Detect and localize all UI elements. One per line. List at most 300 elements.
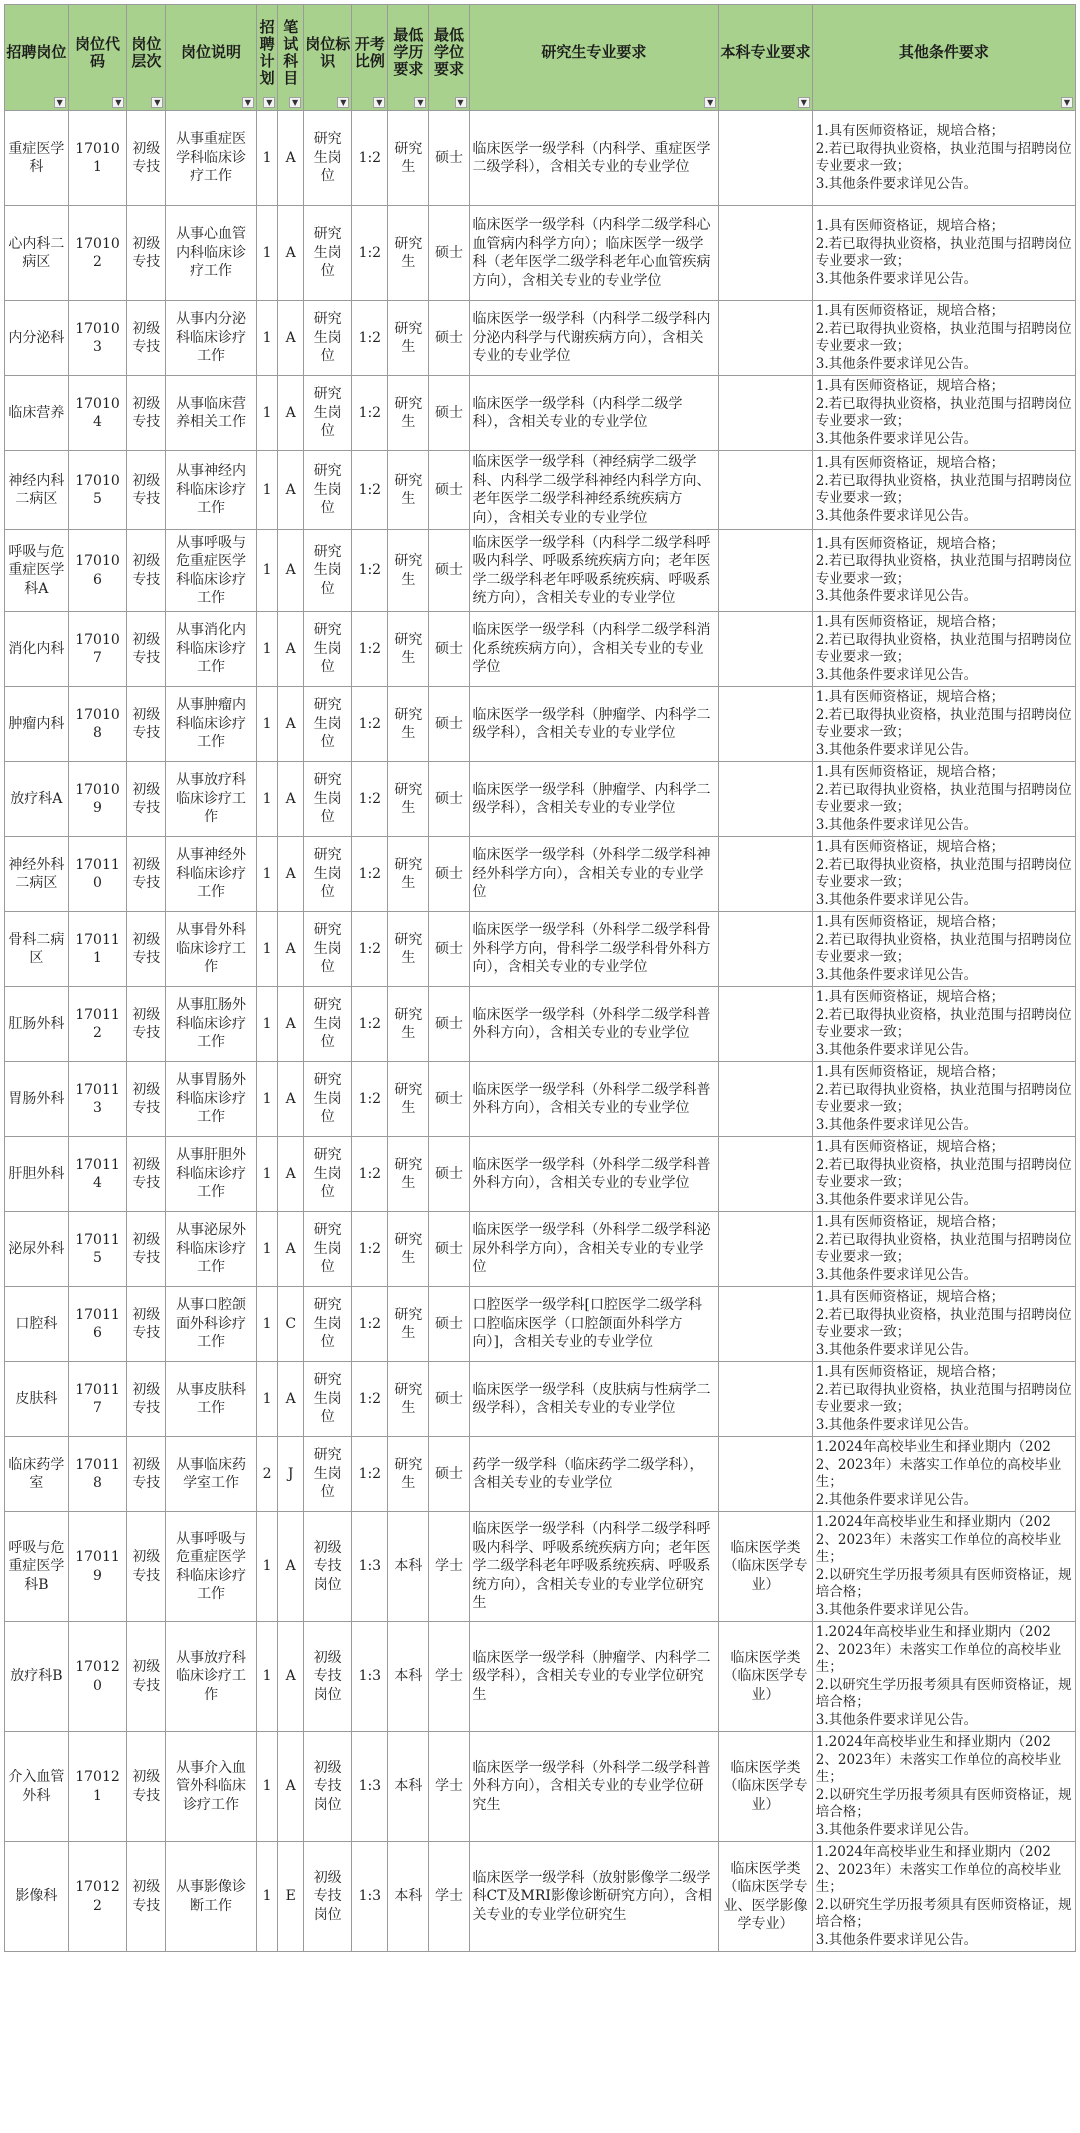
- cell-exam-subject: A: [278, 1137, 304, 1212]
- cell-grad-major: 临床医学一级学科（外科学二级学科骨外科学方向，骨科学二级学科骨外科方向），含相关专业的专业学位: [469, 912, 719, 987]
- filter-dropdown-icon[interactable]: ▼: [704, 97, 716, 108]
- cell-plan-count: 1: [256, 301, 278, 376]
- cell-min-education: 本科: [388, 1732, 429, 1842]
- cell-min-education: 研究生: [388, 612, 429, 687]
- cell-grad-major: 临床医学一级学科（外科学二级学科普外科方向），含相关专业的专业学位: [469, 1062, 719, 1137]
- cell-post-description: 从事介入血管外科临床诊疗工作: [166, 1732, 256, 1842]
- cell-plan-count: 1: [256, 1287, 278, 1362]
- cell-post-description: 从事口腔颌面外科诊疗工作: [166, 1287, 256, 1362]
- cell-other-requirements: 1.具有医师资格证，规培合格； 2.若已取得执业资格，执业范围与招聘岗位专业要求一致； 3.其他条件要求详见公告。: [812, 1212, 1075, 1287]
- cell-exam-ratio: 1:2: [352, 451, 388, 530]
- cell-post-level: 初级专技: [127, 111, 166, 206]
- cell-post-tag: 研究生岗位: [304, 1212, 352, 1287]
- cell-exam-subject: A: [278, 530, 304, 612]
- cell-post-tag: 研究生岗位: [304, 206, 352, 301]
- cell-exam-subject: A: [278, 1362, 304, 1437]
- cell-other-requirements: 1.具有医师资格证，规培合格； 2.若已取得执业资格，执业范围与招聘岗位专业要求一致； 3.其他条件要求详见公告。: [812, 1287, 1075, 1362]
- cell-min-degree: 硕士: [429, 451, 469, 530]
- cell-plan-count: 1: [256, 837, 278, 912]
- cell-post-code: 170113: [68, 1062, 127, 1137]
- cell-post-tag: 研究生岗位: [304, 1362, 352, 1437]
- header-cell: 其他条件要求 ▼: [812, 5, 1075, 111]
- cell-exam-subject: A: [278, 206, 304, 301]
- cell-min-degree: 硕士: [429, 987, 469, 1062]
- filter-dropdown-icon[interactable]: ▼: [337, 97, 349, 108]
- cell-post-level: 初级专技: [127, 837, 166, 912]
- cell-other-requirements: 1.2024年高校毕业生和择业期内（2022、2023年）未落实工作单位的高校毕业生； 2.以研究生学历报考须具有医师资格证，规培合格； 3.其他条件要求详见公告。: [812, 1842, 1075, 1952]
- header-cell: 岗位层次 ▼: [127, 5, 166, 111]
- cell-plan-count: 1: [256, 1212, 278, 1287]
- cell-post-name: 影像科: [5, 1842, 69, 1952]
- cell-plan-count: 1: [256, 687, 278, 762]
- cell-min-degree: 硕士: [429, 301, 469, 376]
- cell-exam-subject: A: [278, 612, 304, 687]
- cell-grad-major: 临床医学一级学科（肿瘤学、内科学二级学科），含相关专业的专业学位研究生: [469, 1622, 719, 1732]
- cell-post-code: 170108: [68, 687, 127, 762]
- cell-plan-count: 1: [256, 1842, 278, 1952]
- cell-post-name: 口腔科: [5, 1287, 69, 1362]
- cell-undergrad-major: [719, 612, 813, 687]
- cell-plan-count: 1: [256, 111, 278, 206]
- cell-post-name: 临床营养: [5, 376, 69, 451]
- cell-post-code: 170121: [68, 1732, 127, 1842]
- cell-post-name: 肛肠外科: [5, 987, 69, 1062]
- cell-exam-ratio: 1:2: [352, 987, 388, 1062]
- cell-other-requirements: 1.2024年高校毕业生和择业期内（2022、2023年）未落实工作单位的高校毕业生； 2.其他条件要求详见公告。: [812, 1437, 1075, 1512]
- table-body: [5, 111, 1076, 1952]
- cell-undergrad-major: [719, 987, 813, 1062]
- cell-grad-major: 临床医学一级学科（外科学二级学科普外科方向），含相关专业的专业学位: [469, 987, 719, 1062]
- cell-post-name: 骨科二病区: [5, 912, 69, 987]
- cell-post-description: 从事放疗科临床诊疗工作: [166, 1622, 256, 1732]
- cell-post-level: 初级专技: [127, 1437, 166, 1512]
- cell-grad-major: 临床医学一级学科（内科学二级学科呼吸内科学、呼吸系统疾病方向；老年医学二级学科老年呼吸系统疾病、呼吸系统方向），含相关专业的专业学位研究生: [469, 1512, 719, 1622]
- cell-exam-ratio: 1:2: [352, 687, 388, 762]
- recruitment-table: [4, 4, 1076, 1952]
- header-cell: 开考比例 ▼: [352, 5, 388, 111]
- cell-undergrad-major: [719, 111, 813, 206]
- cell-undergrad-major: [719, 1287, 813, 1362]
- cell-min-degree: 学士: [429, 1512, 469, 1622]
- cell-other-requirements: 1.2024年高校毕业生和择业期内（2022、2023年）未落实工作单位的高校毕业生； 2.以研究生学历报考须具有医师资格证，规培合格； 3.其他条件要求详见公告。: [812, 1622, 1075, 1732]
- filter-dropdown-icon[interactable]: ▼: [112, 97, 124, 108]
- cell-post-level: 初级专技: [127, 987, 166, 1062]
- cell-other-requirements: 1.2024年高校毕业生和择业期内（2022、2023年）未落实工作单位的高校毕业生； 2.以研究生学历报考须具有医师资格证，规培合格； 3.其他条件要求详见公告。: [812, 1732, 1075, 1842]
- filter-dropdown-icon[interactable]: ▼: [242, 97, 254, 108]
- cell-post-name: 肿瘤内科: [5, 687, 69, 762]
- cell-min-education: 研究生: [388, 206, 429, 301]
- cell-other-requirements: 1.具有医师资格证，规培合格； 2.若已取得执业资格，执业范围与招聘岗位专业要求一致； 3.其他条件要求详见公告。: [812, 612, 1075, 687]
- cell-other-requirements: 1.具有医师资格证，规培合格； 2.若已取得执业资格，执业范围与招聘岗位专业要求一致； 3.其他条件要求详见公告。: [812, 301, 1075, 376]
- cell-post-code: 170102: [68, 206, 127, 301]
- cell-exam-ratio: 1:2: [352, 837, 388, 912]
- cell-grad-major: 临床医学一级学科（外科学二级学科普外科方向），含相关专业的专业学位研究生: [469, 1732, 719, 1842]
- cell-undergrad-major: [719, 687, 813, 762]
- cell-post-name: 内分泌科: [5, 301, 69, 376]
- table-row: [5, 111, 1076, 206]
- cell-undergrad-major: [719, 1437, 813, 1512]
- header-cell: 招聘计划 ▼: [256, 5, 278, 111]
- cell-undergrad-major: [719, 1062, 813, 1137]
- cell-min-education: 研究生: [388, 1287, 429, 1362]
- cell-other-requirements: 1.具有医师资格证，规培合格； 2.若已取得执业资格，执业范围与招聘岗位专业要求一致； 3.其他条件要求详见公告。: [812, 912, 1075, 987]
- cell-post-description: 从事皮肤科工作: [166, 1362, 256, 1437]
- table-row: [5, 1732, 1076, 1842]
- cell-post-code: 170112: [68, 987, 127, 1062]
- cell-post-tag: 研究生岗位: [304, 1287, 352, 1362]
- table-row: [5, 1212, 1076, 1287]
- cell-post-name: 神经外科二病区: [5, 837, 69, 912]
- cell-grad-major: 临床医学一级学科（内科学二级学科呼吸内科学、呼吸系统疾病方向；老年医学二级学科老年呼吸系统疾病、呼吸系统方向），含相关专业的专业学位: [469, 530, 719, 612]
- cell-plan-count: 1: [256, 1512, 278, 1622]
- cell-post-name: 皮肤科: [5, 1362, 69, 1437]
- cell-post-description: 从事泌尿外科临床诊疗工作: [166, 1212, 256, 1287]
- cell-min-education: 研究生: [388, 687, 429, 762]
- cell-post-name: 放疗科B: [5, 1622, 69, 1732]
- cell-exam-ratio: 1:2: [352, 1437, 388, 1512]
- cell-post-description: 从事心血管内科临床诊疗工作: [166, 206, 256, 301]
- cell-post-code: 170107: [68, 612, 127, 687]
- cell-min-degree: 硕士: [429, 1362, 469, 1437]
- cell-other-requirements: 1.具有医师资格证，规培合格； 2.若已取得执业资格，执业范围与招聘岗位专业要求一致； 3.其他条件要求详见公告。: [812, 206, 1075, 301]
- table-row: [5, 376, 1076, 451]
- cell-min-degree: 硕士: [429, 206, 469, 301]
- cell-post-name: 心内科二病区: [5, 206, 69, 301]
- cell-post-code: 170109: [68, 762, 127, 837]
- cell-undergrad-major: [719, 1212, 813, 1287]
- cell-post-level: 初级专技: [127, 376, 166, 451]
- cell-min-degree: 硕士: [429, 1062, 469, 1137]
- cell-plan-count: 1: [256, 1137, 278, 1212]
- cell-min-degree: 硕士: [429, 1137, 469, 1212]
- cell-post-tag: 初级专技岗位: [304, 1512, 352, 1622]
- cell-min-education: 研究生: [388, 837, 429, 912]
- cell-other-requirements: 1.具有医师资格证，规培合格； 2.若已取得执业资格，执业范围与招聘岗位专业要求一致； 3.其他条件要求详见公告。: [812, 762, 1075, 837]
- cell-plan-count: 2: [256, 1437, 278, 1512]
- cell-plan-count: 1: [256, 1622, 278, 1732]
- cell-other-requirements: 1.具有医师资格证，规培合格； 2.若已取得执业资格，执业范围与招聘岗位专业要求一致； 3.其他条件要求详见公告。: [812, 451, 1075, 530]
- cell-other-requirements: 1.具有医师资格证，规培合格； 2.若已取得执业资格，执业范围与招聘岗位专业要求一致； 3.其他条件要求详见公告。: [812, 111, 1075, 206]
- filter-dropdown-icon[interactable]: ▼: [263, 97, 275, 108]
- cell-post-level: 初级专技: [127, 301, 166, 376]
- table-row: [5, 1062, 1076, 1137]
- cell-exam-subject: A: [278, 1062, 304, 1137]
- cell-post-description: 从事内分泌科临床诊疗工作: [166, 301, 256, 376]
- cell-exam-subject: A: [278, 762, 304, 837]
- cell-post-level: 初级专技: [127, 1137, 166, 1212]
- cell-plan-count: 1: [256, 1732, 278, 1842]
- cell-post-code: 170116: [68, 1287, 127, 1362]
- cell-post-code: 170105: [68, 451, 127, 530]
- cell-post-name: 泌尿外科: [5, 1212, 69, 1287]
- filter-dropdown-icon[interactable]: ▼: [54, 97, 66, 108]
- cell-post-code: 170101: [68, 111, 127, 206]
- cell-exam-ratio: 1:2: [352, 1137, 388, 1212]
- cell-exam-ratio: 1:2: [352, 612, 388, 687]
- header-row: [5, 5, 1076, 111]
- cell-min-education: 研究生: [388, 301, 429, 376]
- cell-post-tag: 研究生岗位: [304, 912, 352, 987]
- cell-other-requirements: 1.具有医师资格证，规培合格； 2.若已取得执业资格，执业范围与招聘岗位专业要求一致； 3.其他条件要求详见公告。: [812, 530, 1075, 612]
- cell-undergrad-major: [719, 451, 813, 530]
- cell-post-name: 胃肠外科: [5, 1062, 69, 1137]
- cell-other-requirements: 1.具有医师资格证，规培合格； 2.若已取得执业资格，执业范围与招聘岗位专业要求一致； 3.其他条件要求详见公告。: [812, 1362, 1075, 1437]
- cell-min-education: 研究生: [388, 762, 429, 837]
- cell-min-degree: 硕士: [429, 1212, 469, 1287]
- cell-min-degree: 学士: [429, 1622, 469, 1732]
- cell-post-name: 放疗科A: [5, 762, 69, 837]
- filter-dropdown-icon[interactable]: ▼: [798, 97, 810, 108]
- cell-post-level: 初级专技: [127, 1212, 166, 1287]
- table-row: [5, 206, 1076, 301]
- filter-dropdown-icon[interactable]: ▼: [1061, 97, 1073, 108]
- cell-post-tag: 研究生岗位: [304, 987, 352, 1062]
- cell-min-degree: 硕士: [429, 1287, 469, 1362]
- cell-other-requirements: 1.具有医师资格证，规培合格； 2.若已取得执业资格，执业范围与招聘岗位专业要求一致； 3.其他条件要求详见公告。: [812, 687, 1075, 762]
- cell-post-level: 初级专技: [127, 206, 166, 301]
- cell-post-level: 初级专技: [127, 1622, 166, 1732]
- cell-exam-ratio: 1:2: [352, 206, 388, 301]
- cell-grad-major: 临床医学一级学科（外科学二级学科泌尿外科学方向），含相关专业的专业学位: [469, 1212, 719, 1287]
- cell-post-description: 从事骨外科临床诊疗工作: [166, 912, 256, 987]
- cell-post-name: 介入血管外科: [5, 1732, 69, 1842]
- cell-min-education: 本科: [388, 1622, 429, 1732]
- cell-min-education: 研究生: [388, 451, 429, 530]
- cell-grad-major: 临床医学一级学科（内科学二级学科内分泌内科学与代谢疾病方向），含相关专业的专业学位: [469, 301, 719, 376]
- cell-post-tag: 初级专技岗位: [304, 1842, 352, 1952]
- cell-grad-major: 临床医学一级学科（内科学二级学科消化系统疾病方向），含相关专业的专业学位: [469, 612, 719, 687]
- cell-post-tag: 初级专技岗位: [304, 1622, 352, 1732]
- cell-post-tag: 研究生岗位: [304, 1137, 352, 1212]
- cell-plan-count: 1: [256, 530, 278, 612]
- cell-exam-ratio: 1:2: [352, 301, 388, 376]
- cell-post-tag: 研究生岗位: [304, 1437, 352, 1512]
- cell-min-degree: 硕士: [429, 762, 469, 837]
- cell-post-level: 初级专技: [127, 687, 166, 762]
- cell-plan-count: 1: [256, 762, 278, 837]
- cell-post-tag: 研究生岗位: [304, 762, 352, 837]
- cell-post-level: 初级专技: [127, 1062, 166, 1137]
- cell-post-name: 重症医学科: [5, 111, 69, 206]
- cell-post-tag: 研究生岗位: [304, 530, 352, 612]
- cell-plan-count: 1: [256, 206, 278, 301]
- header-cell: 最低学位要求 ▼: [429, 5, 469, 111]
- cell-post-level: 初级专技: [127, 451, 166, 530]
- cell-post-level: 初级专技: [127, 762, 166, 837]
- cell-post-level: 初级专技: [127, 612, 166, 687]
- filter-dropdown-icon[interactable]: ▼: [151, 97, 163, 108]
- header-cell: 岗位说明 ▼: [166, 5, 256, 111]
- cell-post-code: 170106: [68, 530, 127, 612]
- table-row: [5, 987, 1076, 1062]
- cell-plan-count: 1: [256, 612, 278, 687]
- table-row: [5, 1622, 1076, 1732]
- cell-exam-subject: A: [278, 1512, 304, 1622]
- header-cell: 最低学历要求 ▼: [388, 5, 429, 111]
- cell-exam-subject: A: [278, 111, 304, 206]
- cell-undergrad-major: [719, 376, 813, 451]
- cell-post-description: 从事临床药学室工作: [166, 1437, 256, 1512]
- table-row: [5, 451, 1076, 530]
- cell-undergrad-major: [719, 1137, 813, 1212]
- cell-post-code: 170114: [68, 1137, 127, 1212]
- filter-dropdown-icon[interactable]: ▼: [455, 97, 467, 108]
- header-cell: 研究生专业要求 ▼: [469, 5, 719, 111]
- filter-dropdown-icon[interactable]: ▼: [414, 97, 426, 108]
- cell-grad-major: 临床医学一级学科（外科学二级学科神经外科学方向），含相关专业的专业学位: [469, 837, 719, 912]
- cell-min-education: 研究生: [388, 912, 429, 987]
- cell-min-education: 研究生: [388, 1362, 429, 1437]
- cell-post-name: 呼吸与危重症医学科B: [5, 1512, 69, 1622]
- cell-post-tag: 研究生岗位: [304, 376, 352, 451]
- cell-post-description: 从事肿瘤内科临床诊疗工作: [166, 687, 256, 762]
- cell-grad-major: 临床医学一级学科（外科学二级学科普外科方向），含相关专业的专业学位: [469, 1137, 719, 1212]
- cell-exam-ratio: 1:2: [352, 1212, 388, 1287]
- table-row: [5, 301, 1076, 376]
- cell-post-tag: 初级专技岗位: [304, 1732, 352, 1842]
- cell-exam-ratio: 1:2: [352, 1362, 388, 1437]
- cell-exam-subject: A: [278, 687, 304, 762]
- cell-min-degree: 硕士: [429, 837, 469, 912]
- cell-post-level: 初级专技: [127, 1287, 166, 1362]
- cell-min-education: 研究生: [388, 1062, 429, 1137]
- cell-min-education: 研究生: [388, 111, 429, 206]
- cell-exam-subject: A: [278, 837, 304, 912]
- cell-grad-major: 临床医学一级学科（肿瘤学、内科学二级学科），含相关专业的专业学位: [469, 762, 719, 837]
- table-row: [5, 1362, 1076, 1437]
- filter-dropdown-icon[interactable]: ▼: [373, 97, 385, 108]
- cell-post-tag: 研究生岗位: [304, 837, 352, 912]
- cell-post-level: 初级专技: [127, 912, 166, 987]
- cell-plan-count: 1: [256, 912, 278, 987]
- cell-post-description: 从事神经外科临床诊疗工作: [166, 837, 256, 912]
- cell-grad-major: 临床医学一级学科（肿瘤学、内科学二级学科），含相关专业的专业学位: [469, 687, 719, 762]
- cell-grad-major: 药学一级学科（临床药学二级学科），含相关专业的专业学位: [469, 1437, 719, 1512]
- cell-post-code: 170103: [68, 301, 127, 376]
- cell-grad-major: 口腔医学一级学科[口腔医学二级学科口腔临床医学（口腔颌面外科学方向）]，含相关专业的专业学位: [469, 1287, 719, 1362]
- cell-grad-major: 临床医学一级学科（内科学二级学科），含相关专业的专业学位: [469, 376, 719, 451]
- cell-min-degree: 学士: [429, 1732, 469, 1842]
- table-row: [5, 1842, 1076, 1952]
- cell-post-code: 170118: [68, 1437, 127, 1512]
- cell-exam-ratio: 1:3: [352, 1512, 388, 1622]
- cell-min-education: 研究生: [388, 1212, 429, 1287]
- cell-exam-subject: A: [278, 1622, 304, 1732]
- cell-undergrad-major: [719, 762, 813, 837]
- cell-post-tag: 研究生岗位: [304, 451, 352, 530]
- cell-plan-count: 1: [256, 1362, 278, 1437]
- cell-exam-ratio: 1:2: [352, 1062, 388, 1137]
- cell-post-description: 从事消化内科临床诊疗工作: [166, 612, 256, 687]
- cell-undergrad-major: 临床医学类（临床医学专业、医学影像学专业）: [719, 1842, 813, 1952]
- cell-post-level: 初级专技: [127, 1732, 166, 1842]
- cell-exam-ratio: 1:3: [352, 1622, 388, 1732]
- cell-post-code: 170111: [68, 912, 127, 987]
- cell-exam-subject: A: [278, 1212, 304, 1287]
- cell-post-code: 170104: [68, 376, 127, 451]
- cell-min-education: 本科: [388, 1512, 429, 1622]
- cell-exam-subject: A: [278, 301, 304, 376]
- cell-plan-count: 1: [256, 451, 278, 530]
- cell-post-code: 170119: [68, 1512, 127, 1622]
- table-row: [5, 687, 1076, 762]
- cell-grad-major: 临床医学一级学科（内科学二级学科心血管病内科学方向）；临床医学一级学科（老年医学二级学科老年心血管疾病方向），含相关专业的专业学位: [469, 206, 719, 301]
- cell-post-tag: 研究生岗位: [304, 687, 352, 762]
- table-row: [5, 530, 1076, 612]
- cell-exam-ratio: 1:3: [352, 1732, 388, 1842]
- cell-post-code: 170117: [68, 1362, 127, 1437]
- table-row: [5, 612, 1076, 687]
- cell-min-degree: 硕士: [429, 687, 469, 762]
- cell-min-degree: 硕士: [429, 376, 469, 451]
- cell-plan-count: 1: [256, 376, 278, 451]
- cell-post-description: 从事重症医学科临床诊疗工作: [166, 111, 256, 206]
- table-row: [5, 1287, 1076, 1362]
- cell-other-requirements: 1.2024年高校毕业生和择业期内（2022、2023年）未落实工作单位的高校毕业生； 2.以研究生学历报考须具有医师资格证，规培合格； 3.其他条件要求详见公告。: [812, 1512, 1075, 1622]
- cell-grad-major: 临床医学一级学科（内科学、重症医学二级学科），含相关专业的专业学位: [469, 111, 719, 206]
- cell-post-description: 从事放疗科临床诊疗工作: [166, 762, 256, 837]
- cell-post-description: 从事呼吸与危重症医学科临床诊疗工作: [166, 1512, 256, 1622]
- cell-min-degree: 硕士: [429, 111, 469, 206]
- cell-post-description: 从事肛肠外科临床诊疗工作: [166, 987, 256, 1062]
- cell-post-name: 临床药学室: [5, 1437, 69, 1512]
- cell-post-description: 从事临床营养相关工作: [166, 376, 256, 451]
- table-row: [5, 1137, 1076, 1212]
- cell-post-name: 肝胆外科: [5, 1137, 69, 1212]
- cell-post-tag: 研究生岗位: [304, 301, 352, 376]
- cell-exam-subject: E: [278, 1842, 304, 1952]
- cell-min-degree: 硕士: [429, 1437, 469, 1512]
- cell-min-education: 研究生: [388, 1437, 429, 1512]
- cell-min-education: 研究生: [388, 376, 429, 451]
- filter-dropdown-icon[interactable]: ▼: [289, 97, 301, 108]
- cell-exam-subject: C: [278, 1287, 304, 1362]
- cell-undergrad-major: 临床医学类（临床医学专业）: [719, 1512, 813, 1622]
- header-cell: 本科专业要求 ▼: [719, 5, 813, 111]
- cell-post-code: 170122: [68, 1842, 127, 1952]
- cell-exam-subject: A: [278, 376, 304, 451]
- cell-grad-major: 临床医学一级学科（放射影像学二级学科CT及MRI影像诊断研究方向），含相关专业的专业学位研究生: [469, 1842, 719, 1952]
- cell-other-requirements: 1.具有医师资格证，规培合格； 2.若已取得执业资格，执业范围与招聘岗位专业要求一致； 3.其他条件要求详见公告。: [812, 987, 1075, 1062]
- cell-min-education: 本科: [388, 1842, 429, 1952]
- cell-undergrad-major: [719, 837, 813, 912]
- cell-exam-ratio: 1:2: [352, 1287, 388, 1362]
- cell-grad-major: 临床医学一级学科（皮肤病与性病学二级学科），含相关专业的专业学位: [469, 1362, 719, 1437]
- cell-exam-ratio: 1:2: [352, 530, 388, 612]
- table-row: [5, 837, 1076, 912]
- cell-exam-ratio: 1:2: [352, 912, 388, 987]
- table-row: [5, 912, 1076, 987]
- cell-exam-ratio: 1:2: [352, 762, 388, 837]
- header-cell: 招聘岗位 ▼: [5, 5, 69, 111]
- cell-min-degree: 硕士: [429, 612, 469, 687]
- header-cell: 岗位代码 ▼: [68, 5, 127, 111]
- table-row: [5, 762, 1076, 837]
- cell-exam-ratio: 1:3: [352, 1842, 388, 1952]
- cell-other-requirements: 1.具有医师资格证，规培合格； 2.若已取得执业资格，执业范围与招聘岗位专业要求一致； 3.其他条件要求详见公告。: [812, 1062, 1075, 1137]
- cell-exam-subject: J: [278, 1437, 304, 1512]
- cell-undergrad-major: [719, 1362, 813, 1437]
- cell-post-level: 初级专技: [127, 1512, 166, 1622]
- table-row: [5, 1437, 1076, 1512]
- cell-exam-ratio: 1:2: [352, 111, 388, 206]
- table-row: [5, 1512, 1076, 1622]
- cell-undergrad-major: [719, 206, 813, 301]
- cell-min-education: 研究生: [388, 530, 429, 612]
- cell-min-education: 研究生: [388, 1137, 429, 1212]
- cell-post-description: 从事肝胆外科临床诊疗工作: [166, 1137, 256, 1212]
- cell-undergrad-major: 临床医学类（临床医学专业）: [719, 1622, 813, 1732]
